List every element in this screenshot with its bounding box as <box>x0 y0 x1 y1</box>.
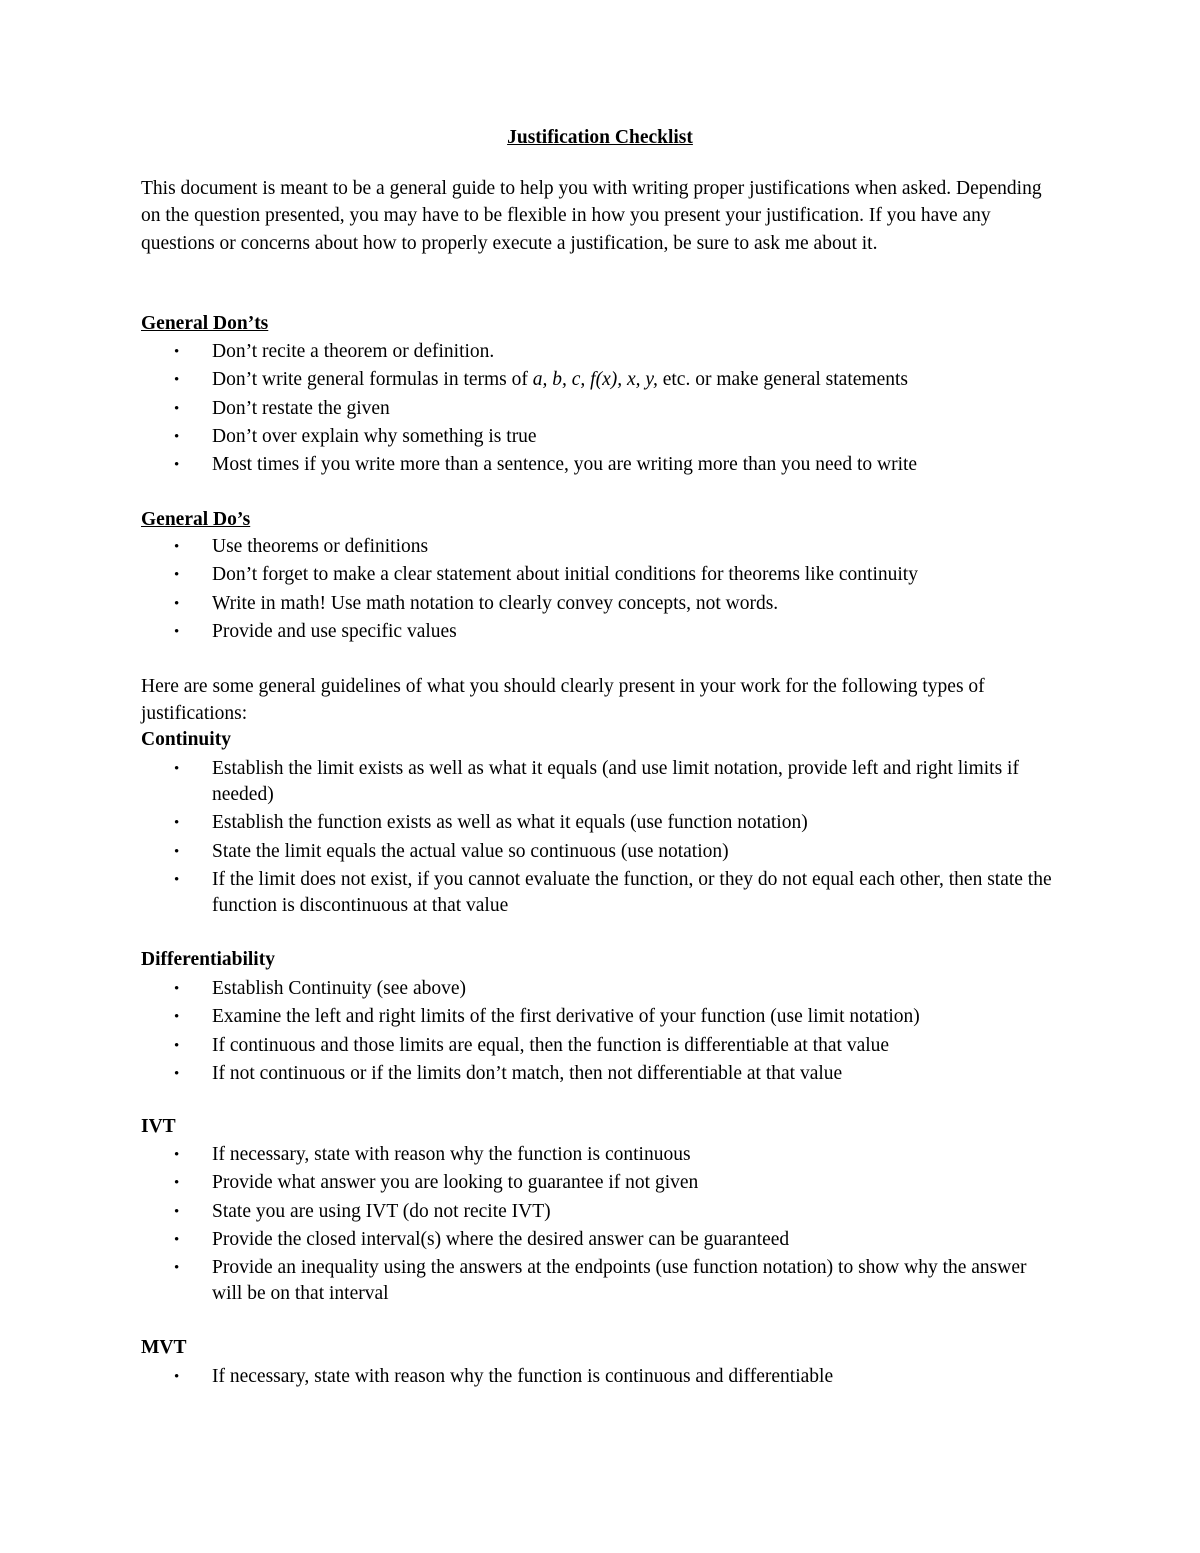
bullet-icon: • <box>174 595 180 612</box>
mvt-list <box>141 1364 1061 1392</box>
list-item: • Provide and use specific values <box>141 619 1061 645</box>
list-item: • Write in math! Use math notation to clearly convey concepts, not words. <box>141 591 1061 617</box>
donts-heading: General Don’ts <box>141 313 269 334</box>
bullet-icon: • <box>174 1231 180 1248</box>
dos-list <box>141 534 1061 647</box>
list-item: • State you are using IVT (do not recite IVT) <box>141 1199 1061 1225</box>
mvt-heading: MVT <box>141 1337 187 1358</box>
guidelines-intro: Here are some general guidelines of what you should clearly present in your work for the following types of justifications: <box>141 676 985 724</box>
differentiability-heading: Differentiability <box>141 949 275 970</box>
donts-list <box>141 339 1061 480</box>
list-item: • Examine the left and right limits of the first derivative of your function (use limit notation) <box>141 1004 1061 1030</box>
list-item: • If necessary, state with reason why the function is continuous <box>141 1142 1061 1168</box>
document-title: Justification Checklist <box>507 127 693 148</box>
continuity-heading: Continuity <box>141 729 231 750</box>
bullet-icon: • <box>174 1037 180 1054</box>
bullet-icon: • <box>174 428 180 445</box>
list-item: • Most times if you write more than a sentence, you are writing more than you need to write <box>141 452 1061 478</box>
bullet-icon: • <box>174 1203 180 1220</box>
bullet-icon: • <box>174 623 180 640</box>
bullet-icon: • <box>174 1147 180 1163</box>
list-item: • If not continuous or if the limits don’t match, then not differentiable at that value <box>141 1061 1061 1087</box>
bullet-icon: • <box>174 1065 180 1082</box>
list-item: • If necessary, state with reason why the function is continuous and differentiable <box>141 1364 1061 1390</box>
list-item: • Establish the function exists as well as what it equals (use function notation) <box>141 810 1061 836</box>
list-item: • Establish the limit exists as well as what it equals (and use limit notation, provide left and right limits if needed) <box>174 758 1019 805</box>
bullet-icon: • <box>174 457 180 474</box>
list-item: • Provide the closed interval(s) where the desired answer can be guaranteed <box>141 1227 1061 1253</box>
intro-paragraph: This document is meant to be a general guide to help you with writing proper justifications when asked. Depending on the question presented, you may have to be flexible in how you present your justification. If you have any questions or concerns about how to properly execute a justification, be sure to ask me about it. <box>141 178 1042 254</box>
bullet-icon: • <box>174 981 180 997</box>
bullet-icon: • <box>174 843 180 860</box>
differentiability-list <box>141 976 1061 1089</box>
list-item: • Establish Continuity (see above) <box>141 976 1061 1002</box>
bullet-icon: • <box>174 344 180 360</box>
formula-variables: a, b, c, f(x), x, y, <box>532 369 658 391</box>
list-item: • Use theorems or definitions <box>141 534 1061 560</box>
bullet-icon: • <box>174 761 180 777</box>
bullet-icon: • <box>174 372 180 389</box>
ivt-list <box>141 1142 1061 1309</box>
list-item: • If continuous and those limits are equal, then the function is differentiable at that value <box>141 1033 1061 1059</box>
list-item: • Don’t over explain why something is true <box>141 424 1061 450</box>
list-item: • Don’t recite a theorem or definition. <box>141 339 1061 365</box>
list-item: • If the limit does not exist, if you cannot evaluate the function, or they do not equal each other, then state the function is discontinuous at that value <box>174 868 1052 916</box>
bullet-icon: • <box>174 1260 180 1277</box>
bullet-icon: • <box>174 1009 180 1026</box>
bullet-icon: • <box>174 815 180 832</box>
list-item: • Don’t restate the given <box>141 396 1061 422</box>
continuity-list <box>141 756 1061 921</box>
dos-heading: General Do’s <box>141 509 251 530</box>
bullet-icon: • <box>174 539 180 555</box>
list-item: • Don’t forget to make a clear statement about initial conditions for theorems like continuity <box>141 562 1061 588</box>
bullet-icon: • <box>174 1175 180 1192</box>
list-item: • Provide what answer you are looking to guarantee if not given <box>141 1170 1061 1196</box>
ivt-heading: IVT <box>141 1116 176 1137</box>
list-item: • Don’t write general formulas in terms of a, b, c, f(x), x, y, etc. or make general statements <box>141 367 1061 393</box>
bullet-icon: • <box>174 1369 180 1385</box>
list-item: • State the limit equals the actual value so continuous (use notation) <box>141 839 1061 865</box>
bullet-icon: • <box>174 871 180 888</box>
bullet-icon: • <box>174 400 180 417</box>
bullet-icon: • <box>174 567 180 584</box>
list-item: • Provide an inequality using the answers at the endpoints (use function notation) to show why the answer will be on that interval <box>174 1257 1027 1305</box>
